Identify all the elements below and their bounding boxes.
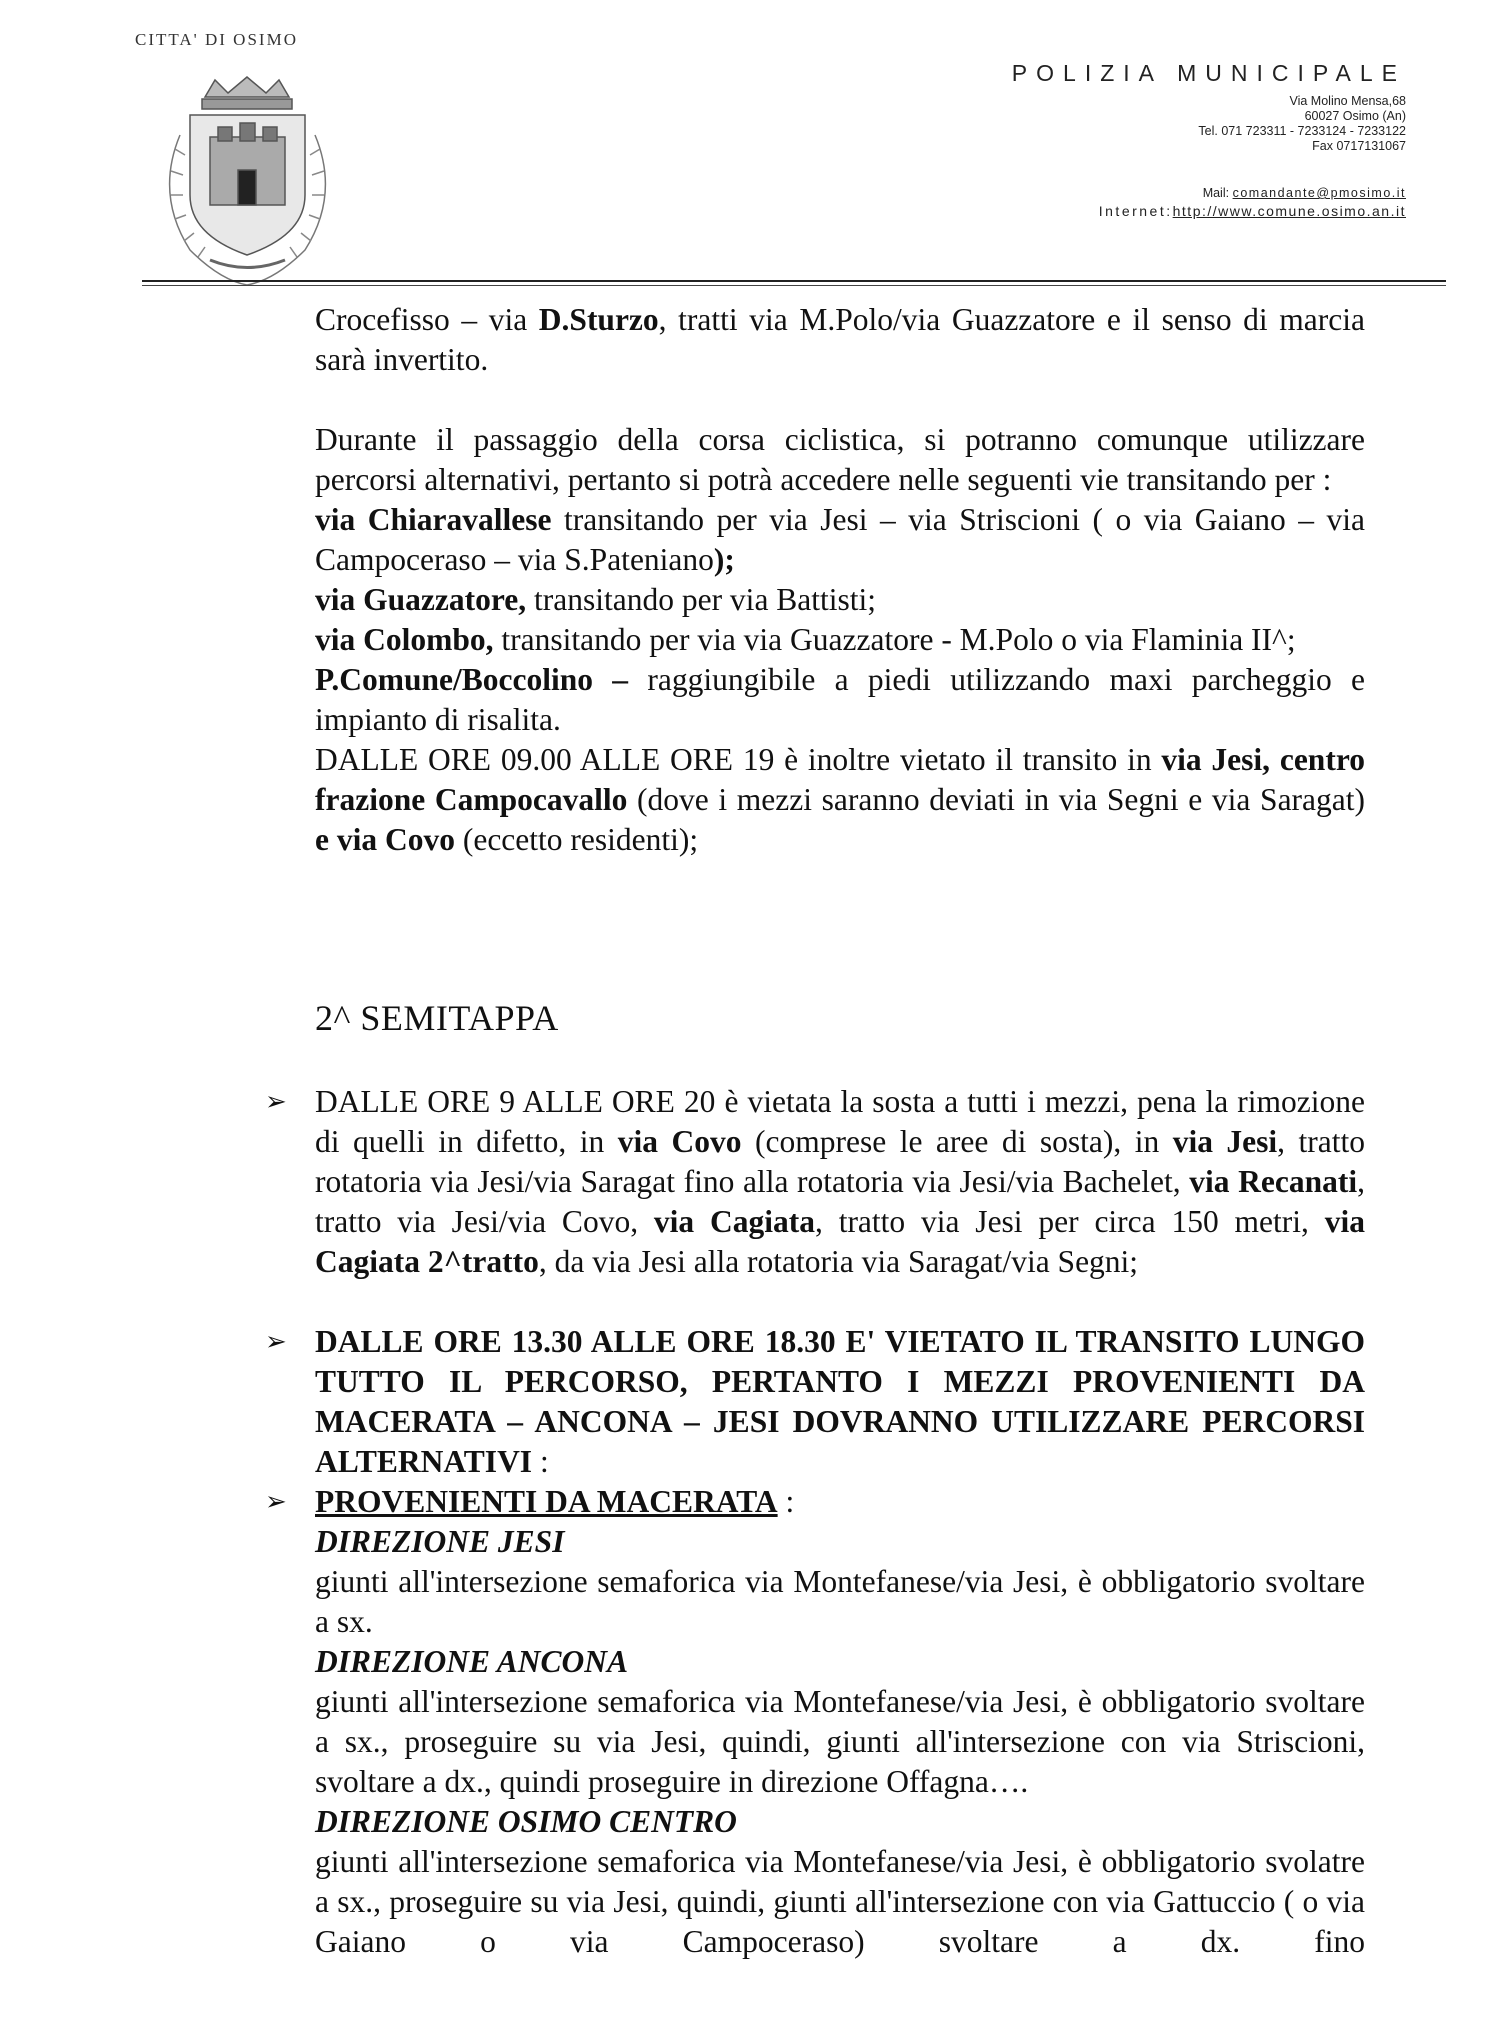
- bullet-parking-ban: [265, 1082, 1365, 1282]
- arrow-bullet-icon: ➢: [265, 1487, 287, 1517]
- direction-jesi-text: giunti all'intersezione semaforica via Montefanese/via Jesi, è obbligatorio svoltare a sx.: [315, 1564, 1365, 1639]
- header-divider: [142, 280, 1446, 282]
- postal-line: 60027 Osimo (An): [1304, 109, 1406, 123]
- direction-jesi: DIREZIONE JESI: [315, 1524, 565, 1559]
- bullet-content: [315, 1482, 1365, 1962]
- internet-label: Internet:: [1098, 203, 1173, 219]
- internet-link[interactable]: http://www.comune.osimo.an.it: [1172, 203, 1406, 219]
- direction-ancona: DIREZIONE ANCONA: [315, 1644, 629, 1679]
- internet-line: [1099, 203, 1406, 219]
- bullet-transit-ban: [265, 1322, 1365, 1482]
- route-colombo: via Colombo, transitando per via via Guazzatore - M.Polo o via Flaminia II^;: [315, 622, 1296, 657]
- bullet-from-macerata: [265, 1482, 1365, 1962]
- direction-ancona-text: giunti all'intersezione semaforica via Montefanese/via Jesi, è obbligatorio svoltare a sx., proseguire su via Jesi, quindi, giunti all'intersezione con via Striscioni, svoltare a dx., quindi proseguire in direzione Offagna….: [315, 1684, 1365, 1799]
- bullet-heading: PROVENIENTI DA MACERATA :: [315, 1484, 795, 1519]
- direction-osimo-centro: DIREZIONE OSIMO CENTRO: [315, 1804, 737, 1839]
- alt-intro: Durante il passaggio della corsa ciclistica, si potranno comunque utilizzare percorsi alternativi, pertanto si potrà accedere nelle seguenti vie transitando per :: [315, 422, 1365, 497]
- office-title: POLIZIA MUNICIPALE: [1011, 60, 1406, 86]
- phone-line: Tel. 071 723311 - 7233124 - 7233122: [1198, 124, 1406, 138]
- arrow-bullet-icon: ➢: [265, 1087, 287, 1117]
- office-contacts: [1198, 94, 1406, 154]
- mail-label: Mail:: [1202, 186, 1230, 200]
- bullet-text: DALLE ORE 9 ALLE ORE 20 è vietata la sosta a tutti i mezzi, pena la rimozione di quelli in difetto, in via Covo (comprese le aree di sosta), in via Jesi, tratto rotatoria via Jesi/via Saragat fino alla rotatoria via Jesi/via Bachelet, via Recanati, tratto via Jesi/via Covo, via Cagiata, tratto via Jesi per circa 150 metri, via Cagiata 2^tratto, da via Jesi alla rotatoria via Saragat/via Segni;: [315, 1084, 1366, 1279]
- bullet-text: DALLE ORE 13.30 ALLE ORE 18.30 E' VIETATO IL TRANSITO LUNGO TUTTO IL PERCORSO, PERTANTO I MEZZI PROVENIENTI DA MACERATA – ANCONA – JESI DOVRANNO UTILIZZARE PERCORSI ALTERNATIVI :: [315, 1324, 1365, 1479]
- route-chiaravallese: via Chiaravallese transitando per via Jesi – via Striscioni ( o via Gaiano – via Campoceraso – via S.Pateniano);: [315, 502, 1365, 577]
- city-coat-of-arms-icon: [150, 75, 345, 290]
- address-line: Via Molino Mensa,68: [1289, 94, 1406, 108]
- fax-line: Fax 0717131067: [1312, 139, 1406, 153]
- closure-notice: DALLE ORE 09.00 ALLE ORE 19 è inoltre vietato il transito in via Jesi, centro frazione Campocavallo (dove i mezzi saranno deviati in via Segni e via Saragat) e via Covo (eccetto residenti);: [315, 742, 1365, 857]
- header-divider-thin: [142, 285, 1446, 286]
- mail-line: [1203, 186, 1406, 201]
- section-heading: 2^ SEMITAPPA: [315, 998, 559, 1038]
- intro-text: Crocefisso – via D.Sturzo, tratti via M.Polo/via Guazzatore e il senso di marcia sarà invertito.: [315, 302, 1365, 377]
- alternative-routes: [315, 420, 1365, 860]
- route-comune: P.Comune/Boccolino – raggiungibile a piedi utilizzando maxi parcheggio e impianto di risalita.: [315, 662, 1365, 737]
- intro-paragraph: [315, 300, 1365, 380]
- arrow-bullet-icon: ➢: [265, 1327, 287, 1357]
- mail-link[interactable]: comandante@pmosimo.it: [1232, 186, 1406, 200]
- city-name: CITTA' DI OSIMO: [135, 30, 298, 49]
- route-guazzatore: via Guazzatore, transitando per via Battisti;: [315, 582, 877, 617]
- direction-osimo-text: giunti all'intersezione semaforica via Montefanese/via Jesi, è obbligatorio svolatre a sx., proseguire su via Jesi, quindi, giunti all'intersezione con via Gattuccio ( o via Gaiano o via Campoceraso) svoltare a dx. fino: [315, 1844, 1365, 1959]
